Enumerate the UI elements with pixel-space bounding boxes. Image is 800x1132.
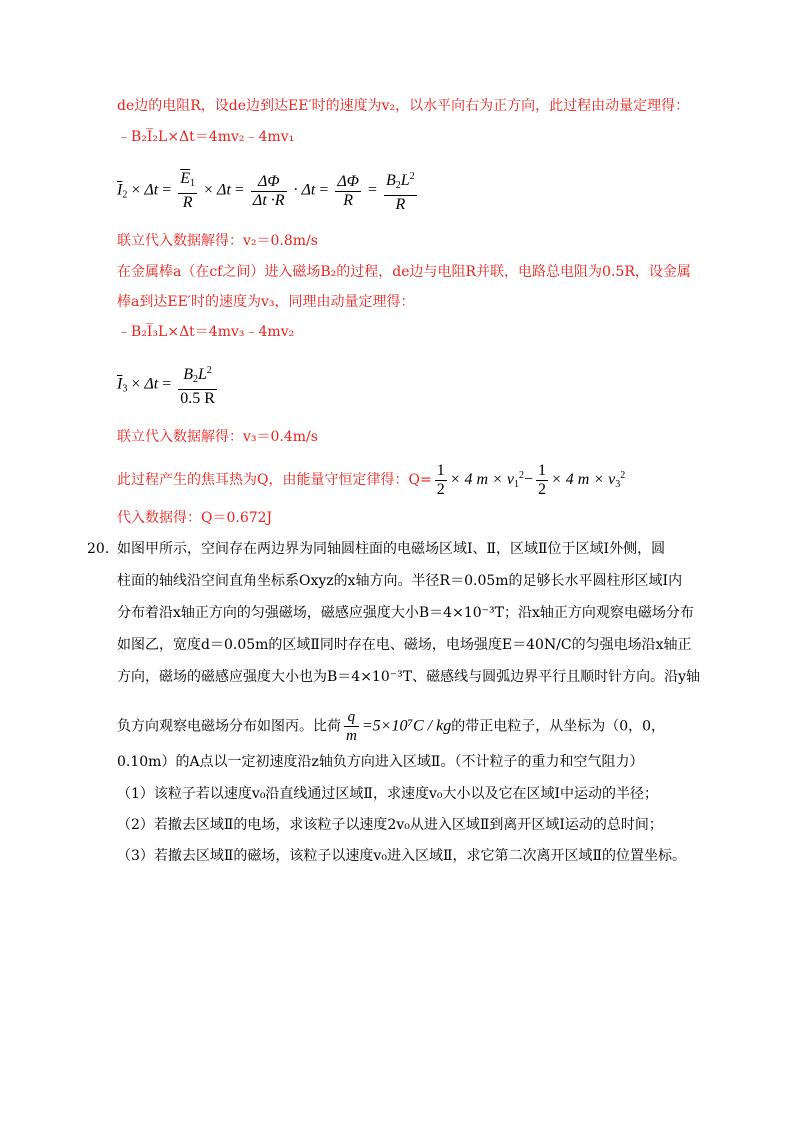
energy-sup-1: 2 (518, 470, 524, 482)
solution-momentum-eq-1: ﹣B₂I̅₂L×Δt＝4mv₂﹣4mv₁ (117, 129, 295, 145)
energy-half-num: 1 (436, 462, 445, 479)
solution-line-5: 棒a到达EE′时的速度为v₃，同理由动量定理得： (117, 294, 415, 310)
problem-line-7: 0.10m）的A点以一定初速度沿z轴负方向进入区域Ⅱ。（不计粒子的重力和空气阻力） (117, 754, 644, 770)
energy-half-den: 2 (436, 481, 445, 498)
charge-ratio-fraction (344, 708, 359, 745)
charge-ratio-value: =5×10⁷C / kg (361, 717, 452, 735)
solution-result-q: 代入数据得：Q＝0.672J (117, 510, 273, 526)
eq1-frac-dphi (251, 173, 287, 210)
energy-minus: − (523, 471, 533, 489)
solution-line-4: 在金属棒a（在cf之间）进入磁场B₂的过程，de边与电阻R并联，电路总电阻为0.5R，设金属 (117, 264, 691, 280)
eq1-dot-dt: · Δt (293, 181, 316, 199)
problem-line-3: 分布着沿x轴正方向的匀强磁场，磁感应强度大小B＝4×10⁻³T；沿x轴正方向观察电磁场分布 (117, 605, 694, 621)
eq1-emf: $\overline{E}$ (180, 170, 191, 187)
eq1-frac-dphi-r: $\frac{\Delta\Phi}{R}$ (337, 172, 359, 209)
eq1-emf-sub: 1 (190, 178, 196, 189)
solution-momentum-eq-2: ﹣B₂I̅₃L×Δt＝4mv₃﹣4mv₂ (117, 324, 295, 340)
problem-line-2: 柱面的轴线沿空间直角坐标系Oxyz的x轴方向。半径R＝0.05m的足够长水平圆柱形区域Ⅰ内 (117, 573, 683, 589)
eq1-r: R (182, 194, 193, 211)
problem-line-5: 方向，磁场的磁感应强度大小也为B＝4×10⁻³T、磁感线与圆弧边界平行且顺时针方向。沿y轴 (117, 669, 700, 685)
eq1-l: L (400, 172, 410, 189)
problem-line-4: 如图乙，宽度d＝0.05m的区域Ⅱ同时存在电、磁场，电场强度E＝40N/C的匀强电场沿x轴正 (117, 637, 692, 653)
energy-term-1: × 4 m × v (449, 471, 514, 489)
solution-energy-line (117, 462, 625, 499)
question-1: （1）该粒子若以速度v₀沿直线通过区域Ⅱ，求速度v₀大小以及它在区域Ⅰ中运动的半径； (117, 786, 658, 802)
problem-number: 20. (87, 541, 110, 557)
energy-term-2: × 4 m × v (550, 471, 616, 489)
charge-ratio-prefix: 负方向观察电磁场分布如图丙。比荷 (117, 718, 341, 735)
problem-line-6 (117, 708, 665, 745)
eq1-frac-b2l2-r: $\frac{B_2L^2}{R}$ (384, 168, 417, 214)
eq1-times: × (131, 181, 141, 199)
mass-m: m (346, 728, 357, 744)
eq1-dphi: ΔΦ (251, 173, 287, 192)
solution-result-v3: 联立代入数据解得：v₃＝0.4m/s (117, 429, 318, 445)
eq1-dt: Δt (144, 181, 159, 199)
eq1-b-sub: 2 (395, 180, 401, 191)
energy-sub-2: 3 (615, 479, 621, 491)
charge-q: q (344, 708, 359, 727)
charge-ratio-suffix: 的带正电粒子，从坐标为（0，0， (451, 718, 666, 735)
eq1-dt-r: Δt ·R (252, 191, 285, 209)
question-3: （3）若撤去区域Ⅱ的磁场，该粒子以速度v₀进入区域Ⅱ，求它第二次离开区域Ⅱ的位置坐标。 (117, 848, 686, 864)
solution-line-1: de边的电阻R，设de边到达EE′时的速度为v₂，以水平向右为正方向，此过程由动量定理得： (117, 98, 690, 114)
eq1-sq: 2 (409, 171, 415, 182)
eq1-b: B (386, 172, 396, 189)
energy-equation: $\frac{1}{2}$ × 4 $m \times v_1^2-$ $\frac{1}{2}$ × 4 $m \times v_3^2$ (436, 462, 626, 498)
problem-line-1: 如图甲所示，空间存在两边界为同轴圆柱面的电磁场区域Ⅰ、Ⅱ，区域Ⅱ位于区域Ⅰ外侧，圆 (117, 541, 666, 557)
eq2-denominator: 0.5 R (180, 390, 215, 407)
equation-1: $\overline{I}_2 \times \Delta t$ = $\frac{\overline{E}_1}{R}$ × Δt = $\frac{\Delta\Phi}{\Delta t \cdot R}$ · Δt = $\frac{\Delta\Phi}{R}$ = $\frac{B_2L^2}{R}$ (117, 170, 415, 213)
eq1-current-sub: 2 (122, 189, 128, 201)
eq1-current: $\overline{I}$ (117, 181, 123, 199)
energy-prefix: 此过程产生的焦耳热为Q，由能量守恒定律得：Q= (117, 472, 432, 489)
eq2-current-sub: 3 (122, 383, 128, 395)
equation-2: $\overline{I}_3 \times \Delta t$ = $\frac{B_2L^2}{0.5 R}$ (117, 362, 220, 408)
eq2-frac: $\frac{B_2L^2}{0.5 R}$ (178, 362, 217, 408)
eq1-frac-e-over-r (178, 170, 197, 212)
energy-sub-1: 1 (513, 479, 519, 491)
solution-result-v2: 联立代入数据解得：v₂＝0.8m/s (117, 233, 318, 249)
question-2: （2）若撤去区域Ⅱ的电场，求该粒子以速度2v₀从进入区域Ⅱ到离开区域Ⅰ运动的总时间； (117, 817, 663, 833)
